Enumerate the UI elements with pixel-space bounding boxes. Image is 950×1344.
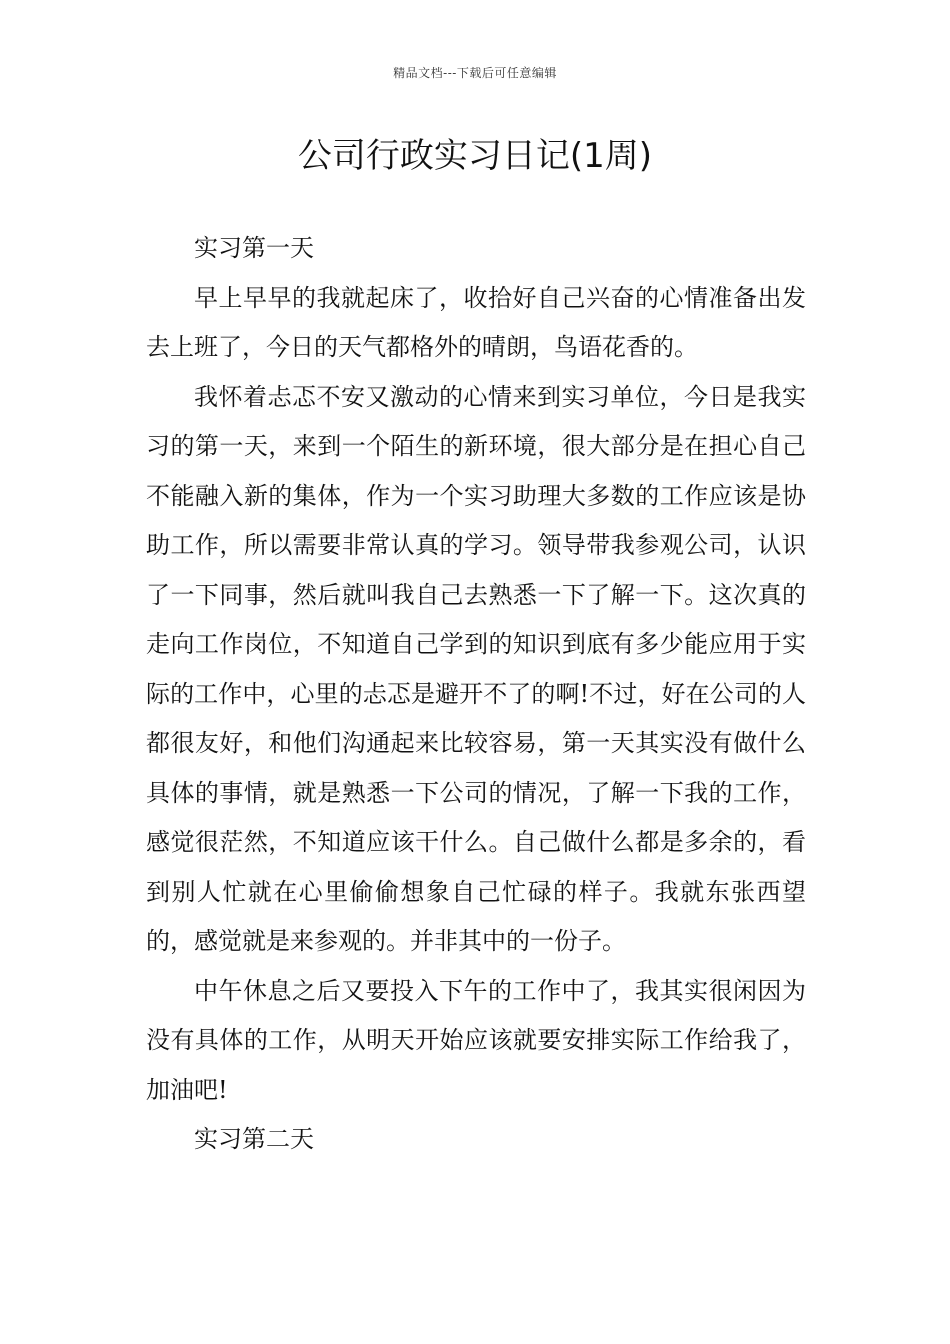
section-heading-day-1: 实习第一天: [194, 234, 314, 262]
paragraph-afternoon: 中午休息之后又要投入下午的工作中了，我其实很闲因为没有具体的工作，从明天开始应该就要安排实际工作给我了，加油吧!: [146, 976, 806, 1104]
paragraph-first-day: 我怀着忐忑不安又激动的心情来到实习单位，今日是我实习的第一天，来到一个陌生的新环境，很大部分是在担心自己不能融入新的集体，作为一个实习助理大多数的工作应该是协助工作，所以需要非常认真的学习。领导带我参观公司，认识了一下同事，然后就叫我自己去熟悉一下了解一下。这次真的走向工作岗位，不知道自己学到的知识到底有多少能应用于实际的工作中，心里的忐忑是避开不了的啊!不过，好在公司的人都很友好，和他们沟通起来比较容易，第一天其实没有做什么具体的事情，就是熟悉一下公司的情况，了解一下我的工作，感觉很茫然，不知道应该干什么。自己做什么都是多余的，看到别人忙就在心里偷偷想象自己忙碌的样子。我就东张西望的，感觉就是来参观的。并非其中的一份子。: [146, 382, 806, 955]
header-note: 精品文档---下载后可任意编辑: [393, 66, 557, 80]
document-title: 公司行政实习日记(1周): [297, 136, 653, 176]
paragraph-morning: 早上早早的我就起床了，收拾好自己兴奋的心情准备出发去上班了，今日的天气都格外的晴朗，鸟语花香的。: [146, 283, 806, 361]
document-body: [146, 224, 806, 1165]
section-heading-day-2: 实习第二天: [194, 1125, 314, 1153]
